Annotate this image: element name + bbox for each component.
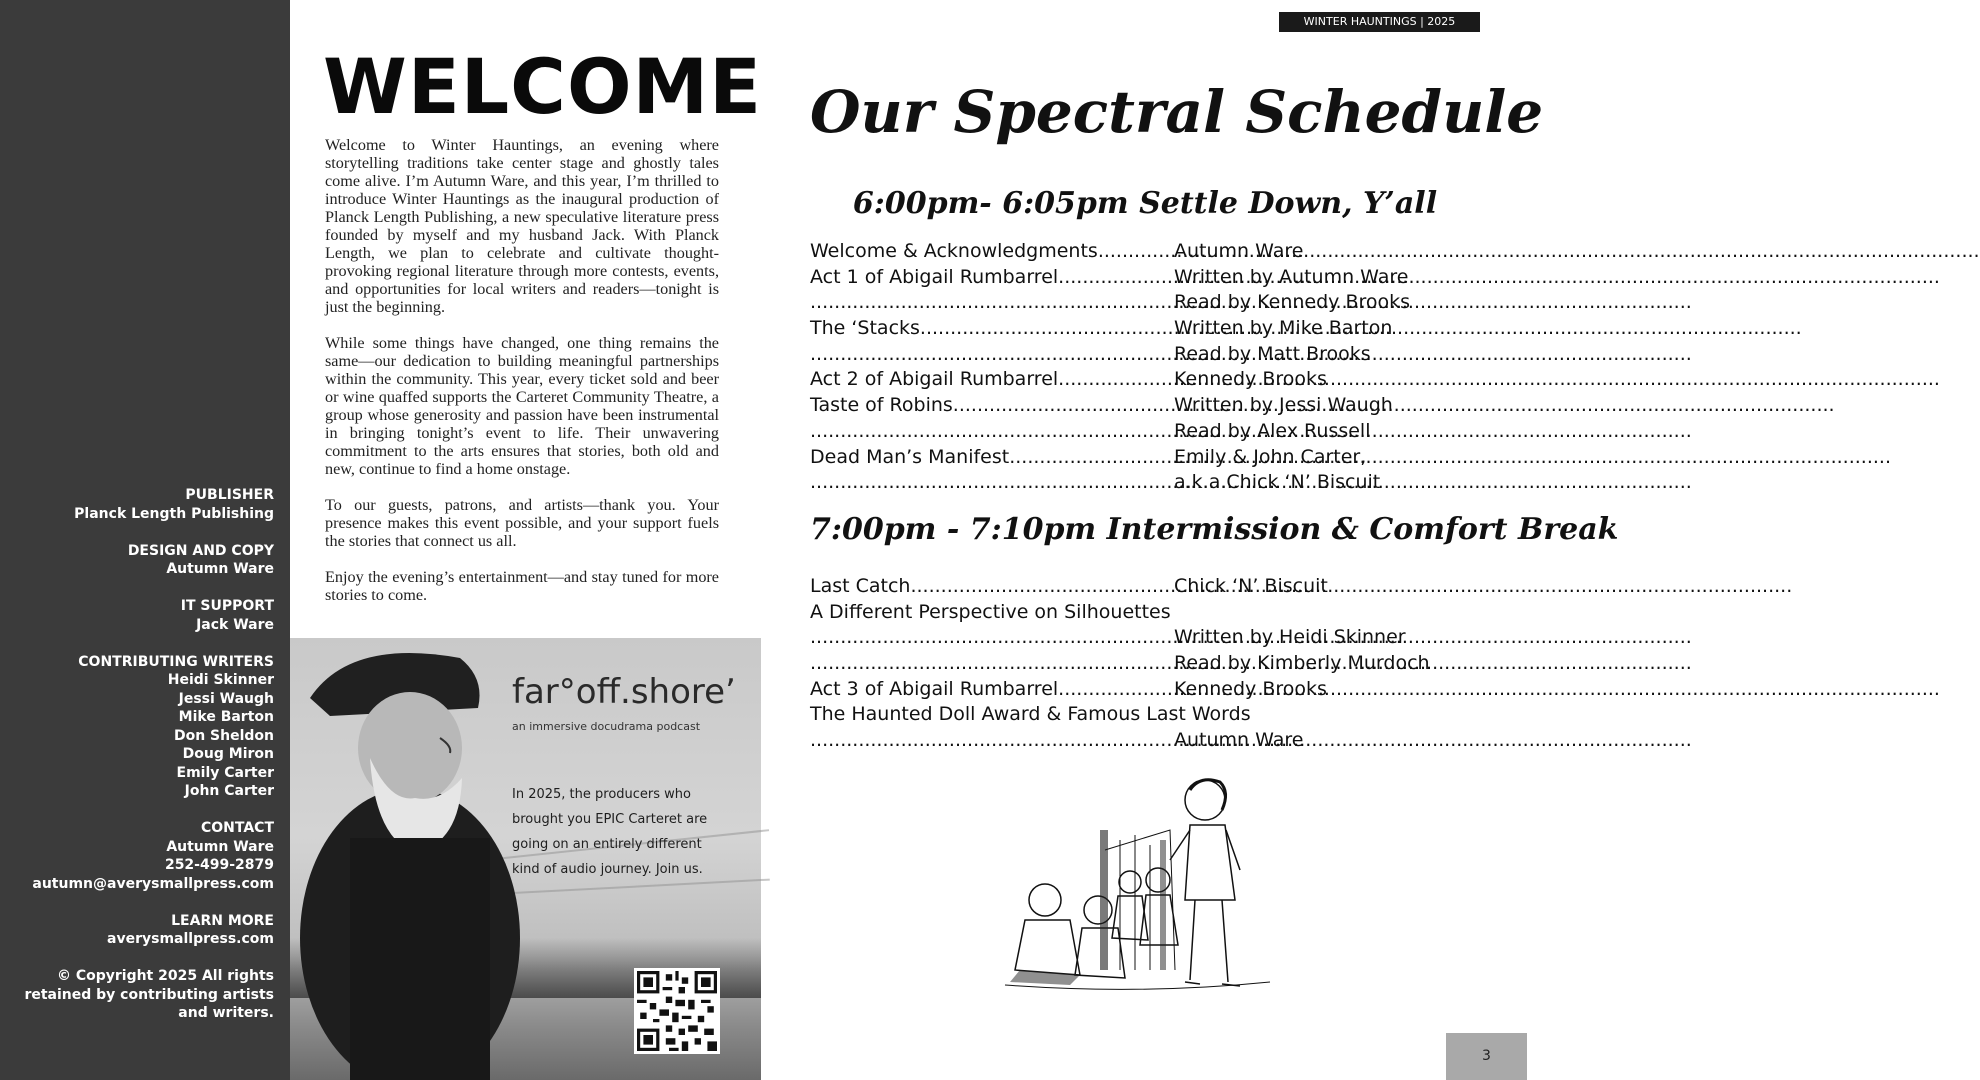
welcome-paragraph: While some things have changed, one thing remains the same—our dedication to building meaningful partnerships within the community. This year, every ticket sold and beer or wine quaffed supports the Carteret Community Theatre, a group whose generosity and passion have been instrumental in bringing tonight’s event to life. Their unwavering commitment to the arts ensures that stories, both old and new, continue to find a home onstage. bbox=[325, 334, 719, 478]
dot-leader bbox=[1009, 445, 1891, 471]
credit-group bbox=[4, 486, 274, 523]
credit-line: Planck Length Publishing bbox=[74, 505, 274, 522]
schedule-row bbox=[810, 625, 1470, 651]
credit-line: Mike Barton bbox=[178, 709, 274, 725]
schedule-performer: Written by Heidi Skinner bbox=[1174, 626, 1406, 649]
welcome-paragraph: To our guests, patrons, and artists—thank you. Your presence makes this event possible, and your support fuels the stories that connect us all. bbox=[325, 496, 719, 550]
credit-group bbox=[4, 542, 274, 579]
schedule-list bbox=[810, 239, 1470, 496]
schedule-row bbox=[810, 728, 1470, 754]
schedule-performer: Autumn Ware bbox=[1174, 240, 1304, 262]
schedule-performer: Emily & John Carter, bbox=[1174, 445, 1367, 468]
schedule-item: Last Catch bbox=[810, 575, 911, 597]
schedule-item: Welcome & Acknowledgments bbox=[810, 240, 1098, 262]
schedule-row bbox=[810, 574, 1470, 600]
podcast-tagline: an immersive docudrama podcast bbox=[512, 720, 701, 733]
bearded-man-photo bbox=[290, 638, 490, 1080]
credit-group bbox=[4, 653, 274, 801]
dot-leader bbox=[910, 574, 1792, 600]
credit-group bbox=[4, 967, 274, 1023]
block-heading: 7:00pm - 7:10pm Intermission & Comfort Break bbox=[810, 512, 1619, 547]
credit-line: Autumn Ware bbox=[166, 838, 274, 855]
credit-line: Don Sheldon bbox=[173, 727, 274, 744]
schedule-item: Dead Man’s Manifest bbox=[810, 445, 1010, 468]
qr-code-icon[interactable] bbox=[634, 968, 720, 1054]
credit-line: and writers. bbox=[178, 1005, 274, 1021]
schedule-row bbox=[810, 316, 1470, 342]
dot-leader bbox=[953, 393, 1835, 419]
schedule-performer: Read by Kennedy Brooks bbox=[1174, 291, 1411, 314]
credit-line: Heidi Skinner bbox=[167, 672, 274, 688]
schedule-item: Act 3 of Abigail Rumbarrel bbox=[810, 677, 1059, 700]
schedule-row bbox=[810, 393, 1470, 419]
block-heading: 6:00pm- 6:05pm Settle Down, Y’all bbox=[852, 186, 1438, 221]
sidebar bbox=[0, 0, 290, 1080]
welcome-paragraph: Welcome to Winter Hauntings, an evening where storytelling traditions take center stage and ghostly tales come alive. I’m Autumn Ware, and this year, I’m thrilled to introduce Winter Hauntings as the inaugural production of Planck Length Publishing, a new speculative literature press founded by myself and my husband Jack. With Planck Length, we plan to celebrate and cultivate thought-provoking regional literature through more contests, events, and opportunities for local writers and readers—tonight is just the beginning. bbox=[325, 136, 719, 316]
schedule-item: Act 1 of Abigail Rumbarrel bbox=[810, 265, 1059, 288]
schedule-row bbox=[810, 342, 1470, 368]
credit-line: John Carter bbox=[184, 783, 274, 799]
credit-line: Jack Ware bbox=[196, 616, 274, 633]
schedule-item: The Haunted Doll Award & Famous Last Words bbox=[810, 703, 1251, 726]
credit-group bbox=[4, 912, 274, 949]
credit-heading: CONTACT bbox=[200, 820, 274, 836]
credit-line: autumn@averysmallpress.com bbox=[32, 875, 274, 892]
welcome-body bbox=[325, 136, 719, 622]
credits-list bbox=[4, 486, 274, 1041]
children-with-dolls-illustration bbox=[1000, 770, 1280, 1006]
schedule-item: The ‘Stacks bbox=[810, 317, 920, 340]
podcast-description: In 2025, the producers who brought you EPIC Carteret are going on an entirely different kind of audio journey. Join us. bbox=[512, 787, 708, 877]
schedule-row bbox=[810, 445, 1470, 471]
schedule-performer: a.k.a.Chick ‘N’ Biscuit bbox=[1174, 471, 1381, 494]
page-number: 3 bbox=[1446, 1033, 1527, 1080]
podcast-ad bbox=[290, 638, 761, 1080]
welcome-title: WELCOME bbox=[323, 42, 763, 131]
schedule-item: A Different Perspective on Silhouettes bbox=[810, 600, 1171, 623]
schedule-row bbox=[810, 419, 1470, 445]
schedule-performer: Written by Jessi Waugh bbox=[1174, 394, 1393, 417]
credit-line: © Copyright 2025 All rights bbox=[56, 968, 274, 984]
credit-line: Doug Miron bbox=[182, 746, 274, 762]
schedule-performer: Chick ‘N’ Biscuit bbox=[1174, 575, 1328, 597]
credit-line: Jessi Waugh bbox=[178, 690, 274, 707]
credit-group bbox=[4, 819, 274, 893]
schedule-row bbox=[810, 470, 1470, 496]
schedule-item: Taste of Robins bbox=[810, 394, 953, 417]
schedule-performer: Kennedy Brooks bbox=[1174, 677, 1327, 700]
welcome-paragraph: Enjoy the evening’s entertainment—and stay tuned for more stories to come. bbox=[325, 568, 719, 604]
credit-heading: IT SUPPORT bbox=[180, 598, 274, 614]
schedule-row bbox=[810, 367, 1470, 393]
credit-heading: LEARN MORE bbox=[171, 912, 274, 929]
credit-line: retained by contributing artists bbox=[24, 986, 274, 1003]
schedule-performer: Written by Mike Barton bbox=[1174, 317, 1393, 340]
schedule-row bbox=[810, 265, 1470, 291]
podcast-logo: far°off.shore’ bbox=[512, 672, 736, 712]
credit-heading: PUBLISHER bbox=[185, 487, 274, 503]
schedule-performer: Read by Alex Russell bbox=[1174, 419, 1371, 442]
credit-heading: DESIGN AND COPY bbox=[127, 542, 274, 559]
header-bar: WINTER HAUNTINGS | 2025 bbox=[1279, 12, 1480, 32]
credit-line: averysmallpress.com bbox=[107, 931, 274, 947]
credit-line: Autumn Ware bbox=[166, 561, 274, 577]
credit-heading: CONTRIBUTING WRITERS bbox=[78, 653, 274, 670]
credit-line: Emily Carter bbox=[176, 764, 274, 781]
schedule-title: Our Spectral Schedule bbox=[810, 78, 1544, 146]
credit-group bbox=[4, 597, 274, 634]
credit-line: 252-499-2879 bbox=[164, 857, 274, 873]
schedule-row bbox=[810, 239, 1470, 265]
schedule-performer: Autumn Ware bbox=[1174, 729, 1304, 752]
schedule-row bbox=[810, 600, 1470, 626]
schedule-performer: Read by Matt Brooks bbox=[1174, 342, 1371, 365]
schedule-row bbox=[810, 651, 1470, 677]
schedule-item: Act 2 of Abigail Rumbarrel bbox=[810, 368, 1059, 391]
schedule-row bbox=[810, 702, 1470, 728]
schedule-row bbox=[810, 290, 1470, 316]
schedule-list bbox=[810, 574, 1470, 754]
schedule-performer: Read by Kimberly Murdoch bbox=[1174, 652, 1430, 675]
schedule-performer: Kennedy Brooks bbox=[1174, 368, 1327, 391]
schedule-performer: Written by Autumn Ware bbox=[1174, 265, 1409, 288]
schedule-row bbox=[810, 677, 1470, 703]
